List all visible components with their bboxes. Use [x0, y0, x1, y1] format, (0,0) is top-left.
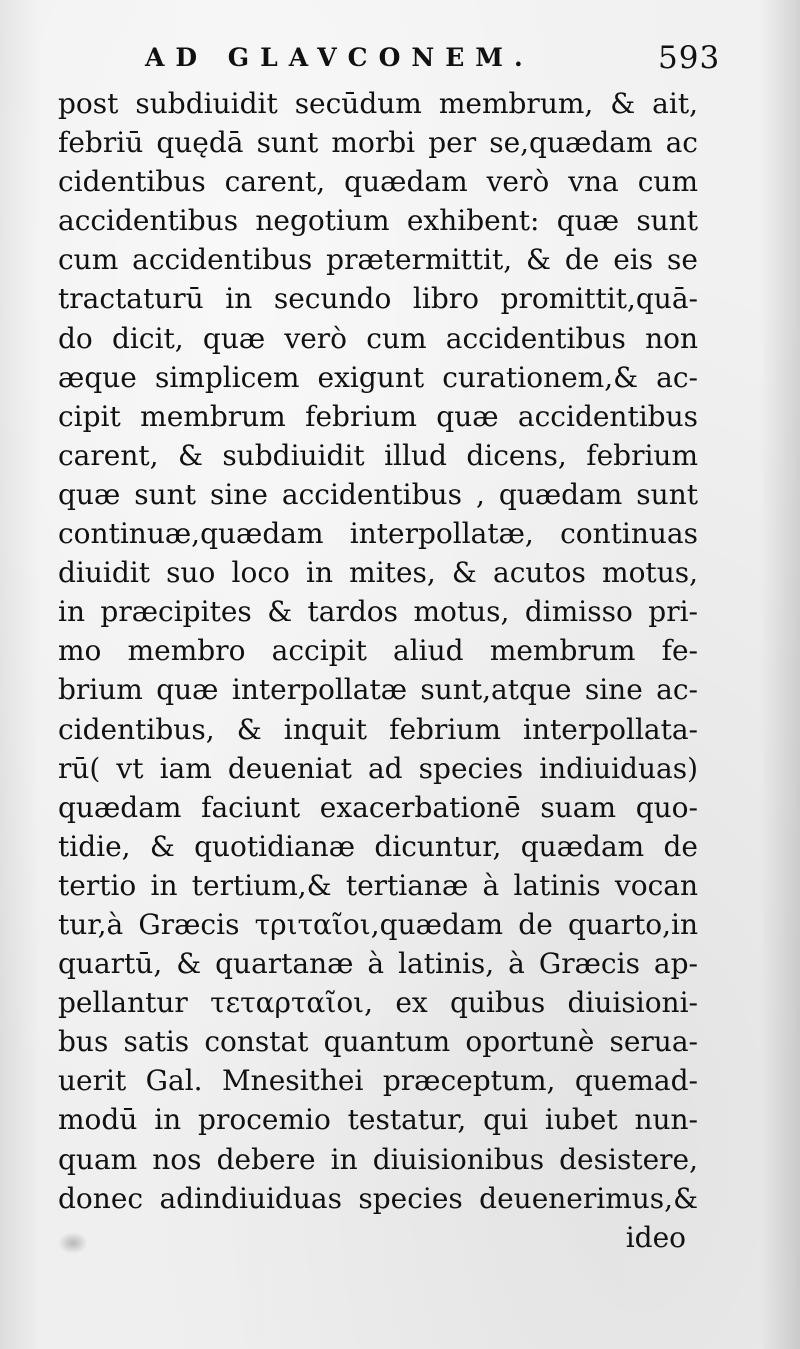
text-line: cipit membrum febrium quæ accidentibus [58, 399, 698, 433]
text-line: mo membro accipit aliud membrum fe- [58, 634, 698, 668]
text-line: diuidit suo loco in mites, & acutos motus, [58, 556, 698, 590]
text-line: tidie, & quotidianæ dicuntur, quædam de [58, 829, 698, 863]
text-line: donec adindiuiduas species deuenerimus,& [58, 1181, 698, 1215]
text-line: cidentibus, & inquit febrium interpollata- [58, 712, 698, 746]
text-line: uerit Gal. Mnesithei præceptum, quemad- [58, 1064, 698, 1098]
text-line: quædam faciunt exacerbationē suam quo- [58, 790, 698, 824]
text-line: quam nos debere in diuisionibus desistere, [58, 1142, 698, 1176]
text-line: carent, & subdiuidit illud dicens, febrium [58, 438, 698, 472]
text-line: pellantur τεταρταῖοι, ex quibus diuisioni- [58, 986, 698, 1020]
text-line: brium quæ interpollatæ sunt,atque sine ac- [58, 673, 698, 707]
text-line: quæ sunt sine accidentibus , quædam sunt [58, 477, 698, 511]
running-head [0, 0, 800, 95]
text-line: tur,à Græcis τριταῖοι,quædam de quarto,in [58, 907, 698, 941]
text-line: post subdiuidit secūdum membrum, & ait, [58, 87, 698, 120]
text-line: febriū quędā sunt morbi per se,quædam ac [58, 126, 698, 160]
running-title: AD GLAVCONEM. [145, 43, 534, 72]
text-line: accidentibus negotium exhibent: quæ sunt [58, 204, 698, 238]
text-line: do dicit, quæ verò cum accidentibus non [58, 321, 698, 355]
text-line: tertio in tertium,& tertianæ à latinis vocan [58, 868, 698, 902]
text-line: cidentibus carent, quædam verò vna cum [58, 165, 698, 199]
text-line: continuæ,quædam interpollatæ, continuas [58, 517, 698, 551]
catchword: ideo [625, 1220, 686, 1254]
body-text [58, 84, 698, 1257]
text-line: quartū, & quartanæ à latinis, à Græcis ap- [58, 947, 698, 981]
text-line: in præcipites & tardos motus, dimisso pri- [58, 595, 698, 629]
page-number: 593 [658, 40, 721, 76]
text-line: æque simplicem exigunt curationem,& ac- [58, 360, 698, 394]
text-line: modū in procemio testatur, qui iubet nun- [58, 1103, 698, 1137]
text-line: rū( vt iam deueniat ad species indiuiduas) [58, 751, 698, 785]
text-line: cum accidentibus prætermittit, & de eis se [58, 243, 698, 277]
text-line: bus satis constat quantum oportunè serua- [58, 1025, 698, 1059]
ink-smudge [58, 1232, 88, 1254]
text-line: tractaturū in secundo libro promittit,quā- [58, 282, 698, 316]
